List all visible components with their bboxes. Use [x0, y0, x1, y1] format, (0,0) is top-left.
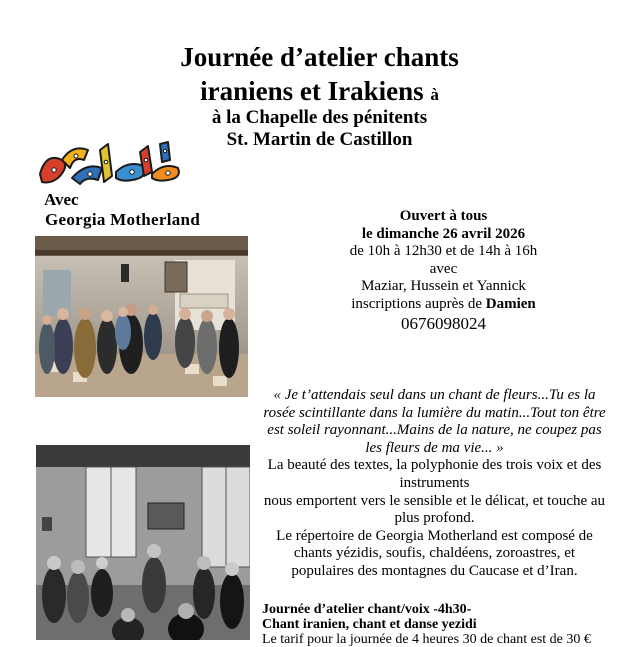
- title-line-2-main: iraniens et Irakiens: [200, 76, 424, 106]
- workshop-details: [262, 602, 622, 647]
- workshop-title: Journée d’atelier chant/voix -4h30-: [262, 602, 472, 617]
- inscriptions-line: [325, 296, 562, 314]
- description-paragraph-1: La beauté des textes, la polyphonie des trois voix et des instruments: [267, 457, 602, 491]
- artist-name: Georgia Motherland: [45, 210, 201, 229]
- title-line-2: [0, 78, 639, 105]
- poem-quote: « Je t’attendais seul dans un chant de fleurs...Tu es la rosée scintillante dans la lumière du matin...Tout ton être est soleil rayonnant...Mains de la nature, ne coupez pas les fleurs de ma vie... »: [263, 387, 606, 456]
- title-line-2-small: à: [430, 85, 439, 104]
- title-line-3: à la Chapelle des pénitents: [211, 107, 428, 128]
- avec-label: Avec: [44, 190, 79, 209]
- event-hours: de 10h à 12h30 et de 14h à 16h: [349, 243, 538, 259]
- event-date: le dimanche 26 avril 2026: [361, 225, 526, 242]
- description: [262, 387, 607, 581]
- title-line-1: Journée d’atelier chants: [180, 42, 459, 72]
- open-to-all: Ouvert à tous: [399, 208, 488, 224]
- description-paragraph-2: nous emportent vers le sensible et le délicat, et touche au plus profond.: [263, 492, 606, 527]
- workshop-subtitle: Chant iranien, chant et danse yezidi: [262, 617, 477, 632]
- description-paragraph-3: Le répertoire de Georgia Motherland est composé de chants yézidis, soufis, chaldéens, zoroastres, et populaires des montagnes du Caucase et d’Iran.: [276, 527, 593, 579]
- contact-name: Damien: [485, 295, 536, 312]
- workshop-photo: [36, 445, 250, 640]
- calligraphy-logo: [36, 138, 186, 190]
- co-performers: Maziar, Hussein et Yannick: [361, 278, 526, 294]
- phone-number: 0676098024: [401, 314, 486, 333]
- workshop-tariff: Le tarif pour la journée de 4 heures 30 de chant est de 30 €: [262, 632, 591, 647]
- inscriptions-prefix: inscriptions auprès de: [351, 295, 483, 312]
- event-info: [325, 208, 562, 333]
- choir-photo: [35, 236, 248, 397]
- title-line-4: St. Martin de Castillon: [226, 129, 413, 150]
- with-label: avec: [429, 260, 458, 277]
